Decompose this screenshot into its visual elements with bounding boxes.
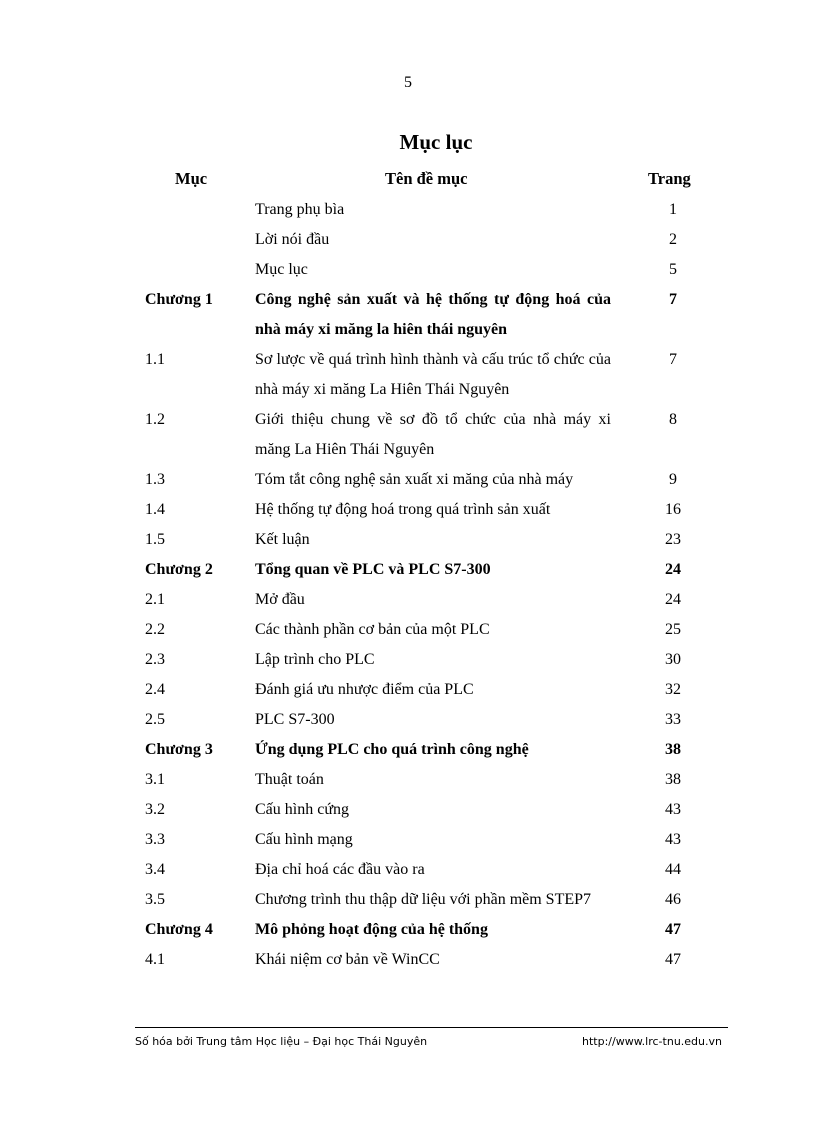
toc-row-page: 7 (669, 351, 677, 368)
toc-row (0, 525, 816, 555)
toc-row (0, 495, 816, 525)
toc-row-title: Ứng dụng PLC cho quá trình công nghệ (255, 741, 529, 758)
toc-row-title: Công nghệ sản xuất và hệ thống tự động hoá của nhà máy xi măng la hiên thái nguyên (255, 291, 611, 338)
toc-row-page: 44 (665, 861, 681, 878)
toc-row-title: Cấu hình cứng (255, 801, 349, 818)
toc-row-title: PLC S7-300 (255, 711, 335, 728)
toc-row-number: 2.2 (145, 621, 165, 638)
toc-row-number: 3.1 (145, 771, 165, 788)
header-muc: Mục (175, 169, 208, 188)
toc-row-page: 33 (665, 711, 681, 728)
toc-row-page: 24 (665, 561, 681, 578)
toc-row-page: 16 (665, 501, 681, 518)
toc-row-page: 5 (669, 261, 677, 278)
toc-row (0, 645, 816, 675)
toc-row (0, 885, 816, 915)
toc-body (0, 195, 816, 975)
footer-source: Số hóa bởi Trung tâm Học liệu – Đại học Thái Nguyên (135, 1035, 428, 1048)
toc-row-title: Trang phụ bìa (255, 201, 345, 218)
toc-chapter-row (0, 285, 816, 345)
toc-row (0, 465, 816, 495)
toc-row-title: Thuật toán (255, 771, 324, 788)
toc-row-title: Kết luận (255, 531, 310, 548)
footer-url[interactable]: http://www.lrc-tnu.edu.vn (582, 1035, 722, 1048)
toc-row (0, 675, 816, 705)
toc-row-number: Chương 4 (145, 921, 213, 938)
toc-row-number: 2.3 (145, 651, 165, 668)
toc-row-title: Cấu hình mạng (255, 831, 353, 848)
toc-row-page: 9 (669, 471, 677, 488)
toc-row-number: 3.2 (145, 801, 165, 818)
toc-chapter-row (0, 555, 816, 585)
toc-row-number: 3.4 (145, 861, 165, 878)
toc-row-page: 1 (669, 201, 677, 218)
toc-row-page: 2 (669, 231, 677, 248)
toc-row-number: 2.5 (145, 711, 165, 728)
toc-row-title: Mở đầu (255, 591, 305, 608)
toc-row-number: 2.1 (145, 591, 165, 608)
toc-row-page: 30 (665, 651, 681, 668)
toc-row-title: Địa chỉ hoá các đầu vào ra (255, 861, 425, 878)
toc-row-title: Mô phỏng hoạt động của hệ thống (255, 921, 488, 938)
toc-row-page: 47 (665, 921, 681, 938)
toc-row-number: 1.2 (145, 411, 165, 428)
toc-row-page: 23 (665, 531, 681, 548)
toc-row-title: Giới thiệu chung về sơ đồ tổ chức của nhà máy xi măng La Hiên Thái Nguyên (255, 411, 611, 458)
toc-row-page: 7 (669, 291, 677, 308)
toc-row-number: 1.5 (145, 531, 165, 548)
toc-row (0, 585, 816, 615)
toc-row-page: 25 (665, 621, 681, 638)
toc-row-page: 43 (665, 831, 681, 848)
toc-row-page: 32 (665, 681, 681, 698)
toc-row-number: 3.3 (145, 831, 165, 848)
toc-row-page: 24 (665, 591, 681, 608)
toc-row (0, 255, 816, 285)
toc-chapter-row (0, 735, 816, 765)
toc-row-page: 38 (665, 741, 681, 758)
toc-row (0, 225, 816, 255)
toc-row-title: Tổng quan về PLC và PLC S7-300 (255, 561, 491, 578)
toc-row (0, 195, 816, 225)
toc-row (0, 345, 816, 405)
toc-header-row (0, 169, 816, 193)
toc-row-page: 38 (665, 771, 681, 788)
toc-row-title: Lời nói đầu (255, 231, 330, 248)
toc-row-number: Chương 2 (145, 561, 213, 578)
toc-row (0, 945, 816, 975)
toc-title: Mục lục (399, 130, 473, 154)
toc-row (0, 615, 816, 645)
toc-chapter-row (0, 915, 816, 945)
toc-row (0, 705, 816, 735)
toc-row-number: 1.4 (145, 501, 165, 518)
toc-row (0, 855, 816, 885)
toc-row-page: 8 (669, 411, 677, 428)
toc-row-page: 43 (665, 801, 681, 818)
toc-row-number: 3.5 (145, 891, 165, 908)
toc-row-title: Khái niệm cơ bản về WinCC (255, 951, 440, 968)
toc-row-number: 1.3 (145, 471, 165, 488)
toc-row-number: 1.1 (145, 351, 165, 368)
toc-row-page: 46 (665, 891, 681, 908)
toc-row-title: Hệ thống tự động hoá trong quá trình sản xuất (255, 501, 551, 518)
toc-row-title: Mục lục (255, 261, 308, 278)
toc-row-title: Lập trình cho PLC (255, 651, 375, 668)
toc-row (0, 795, 816, 825)
toc-row-number: Chương 3 (145, 741, 213, 758)
toc-row (0, 765, 816, 795)
header-ten-de-muc: Tên đề mục (385, 169, 468, 188)
toc-row-number: 2.4 (145, 681, 165, 698)
toc-row (0, 825, 816, 855)
header-trang: Trang (648, 169, 691, 188)
toc-row-number: 4.1 (145, 951, 165, 968)
toc-row-title: Các thành phần cơ bản của một PLC (255, 621, 490, 638)
toc-row (0, 405, 816, 465)
toc-row-number: Chương 1 (145, 291, 213, 308)
toc-row-title: Đánh giá ưu nhược điểm của PLC (255, 681, 474, 698)
toc-row-title: Chương trình thu thập dữ liệu với phần mềm STEP7 (255, 891, 592, 908)
toc-row-page: 47 (665, 951, 681, 968)
toc-row-title: Tóm tắt công nghệ sản xuất xi măng của nhà máy (255, 471, 574, 488)
toc-row-title: Sơ lược về quá trình hình thành và cấu trúc tổ chức của nhà máy xi măng La Hiên Thái Nguyên (255, 351, 611, 398)
footer-divider (135, 1027, 728, 1028)
page-number: 5 (404, 74, 412, 91)
